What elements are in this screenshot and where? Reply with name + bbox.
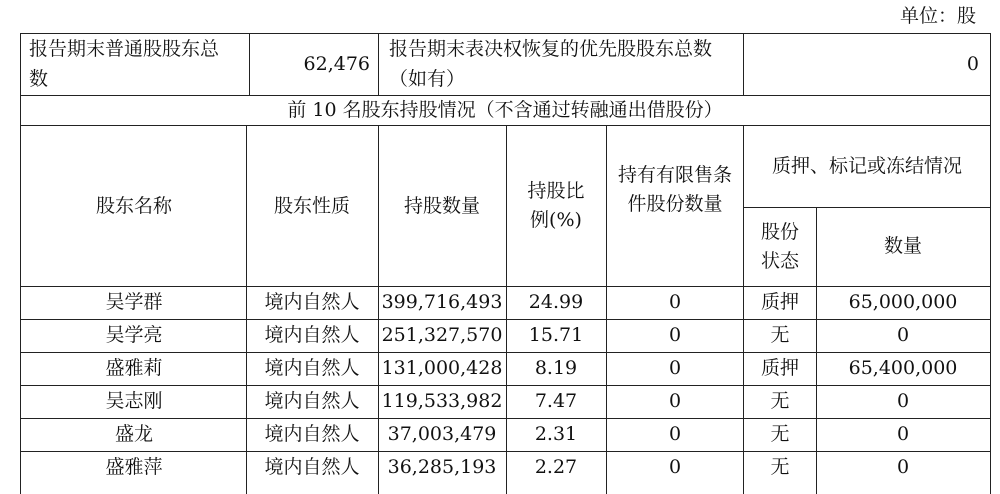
cell-status: 无 (770, 324, 790, 346)
rule (246, 125, 247, 494)
rule (506, 125, 507, 494)
cell-shares: 131,000,428 (381, 357, 503, 379)
rule (378, 125, 379, 494)
cell-ratio: 2.27 (534, 456, 578, 478)
header-nature: 股东性质 (273, 195, 351, 217)
cell-qty: 0 (896, 390, 910, 412)
header-name: 股东名称 (95, 195, 173, 217)
cell-status: 质押 (760, 357, 800, 379)
rule (743, 34, 744, 95)
rule (743, 125, 744, 494)
cell-ratio: 2.31 (534, 423, 578, 445)
pref-holders-value: 0 (966, 53, 979, 75)
cell-nature: 境内自然人 (264, 291, 360, 313)
cell-ratio: 8.19 (534, 357, 578, 379)
cell-name: 吴志刚 (105, 390, 163, 412)
rule (378, 34, 379, 95)
cell-status: 无 (770, 456, 790, 478)
rule (249, 34, 250, 95)
cell-qty: 0 (896, 423, 910, 445)
cell-status: 无 (770, 390, 790, 412)
header-pledge: 质押、标记或冻结情况 (771, 155, 963, 177)
cell-shares: 251,327,570 (381, 324, 503, 346)
cell-restricted: 0 (668, 390, 682, 412)
cell-restricted: 0 (668, 324, 682, 346)
cell-shares: 399,716,493 (381, 291, 503, 313)
cell-restricted: 0 (668, 423, 682, 445)
unit-label: 单位：股 (899, 5, 976, 27)
rule (743, 207, 990, 208)
header-shares: 持股数量 (403, 195, 481, 217)
header-pledge-qty: 数量 (883, 235, 923, 257)
rule (606, 125, 607, 494)
holders-label: 报告期末普通股股东总数 (29, 38, 220, 90)
cell-restricted: 0 (668, 357, 682, 379)
cell-shares: 119,533,982 (381, 390, 503, 412)
cell-restricted: 0 (668, 456, 682, 478)
pref-holders-label: 报告期末表决权恢复的优先股股东总数（如有） (389, 38, 713, 90)
shareholder-table (20, 33, 991, 494)
cell-nature: 境内自然人 (264, 357, 360, 379)
cell-name: 盛雅莉 (105, 357, 163, 379)
cell-ratio: 7.47 (534, 390, 578, 412)
cell-qty: 65,000,000 (848, 291, 958, 313)
cell-shares: 36,285,193 (387, 456, 497, 478)
header-restricted: 持有有限售条件股份数量 (617, 164, 732, 215)
header-ratio: 持股比例(%) (527, 180, 585, 231)
cell-name: 吴学亮 (105, 324, 163, 346)
cell-nature: 境内自然人 (264, 456, 360, 478)
cell-shares: 37,003,479 (387, 423, 497, 445)
cell-nature: 境内自然人 (264, 324, 360, 346)
cell-name: 盛雅萍 (105, 456, 163, 478)
cell-status: 无 (770, 423, 790, 445)
cell-restricted: 0 (668, 291, 682, 313)
holders-value: 62,476 (303, 53, 370, 75)
cell-nature: 境内自然人 (264, 423, 360, 445)
cell-ratio: 24.99 (528, 291, 584, 313)
cell-status: 质押 (760, 291, 800, 313)
cell-qty: 65,400,000 (848, 357, 958, 379)
section-title: 前 10 名股东持股情况（不含通过转融通出借股份） (287, 99, 723, 121)
header-pledge-status: 股份状态 (760, 221, 799, 272)
cell-nature: 境内自然人 (264, 390, 360, 412)
cell-name: 吴学群 (105, 291, 163, 313)
cell-ratio: 15.71 (528, 324, 584, 346)
cell-qty: 0 (896, 456, 910, 478)
cell-qty: 0 (896, 324, 910, 346)
cell-name: 盛龙 (114, 423, 154, 445)
rule (816, 207, 817, 494)
